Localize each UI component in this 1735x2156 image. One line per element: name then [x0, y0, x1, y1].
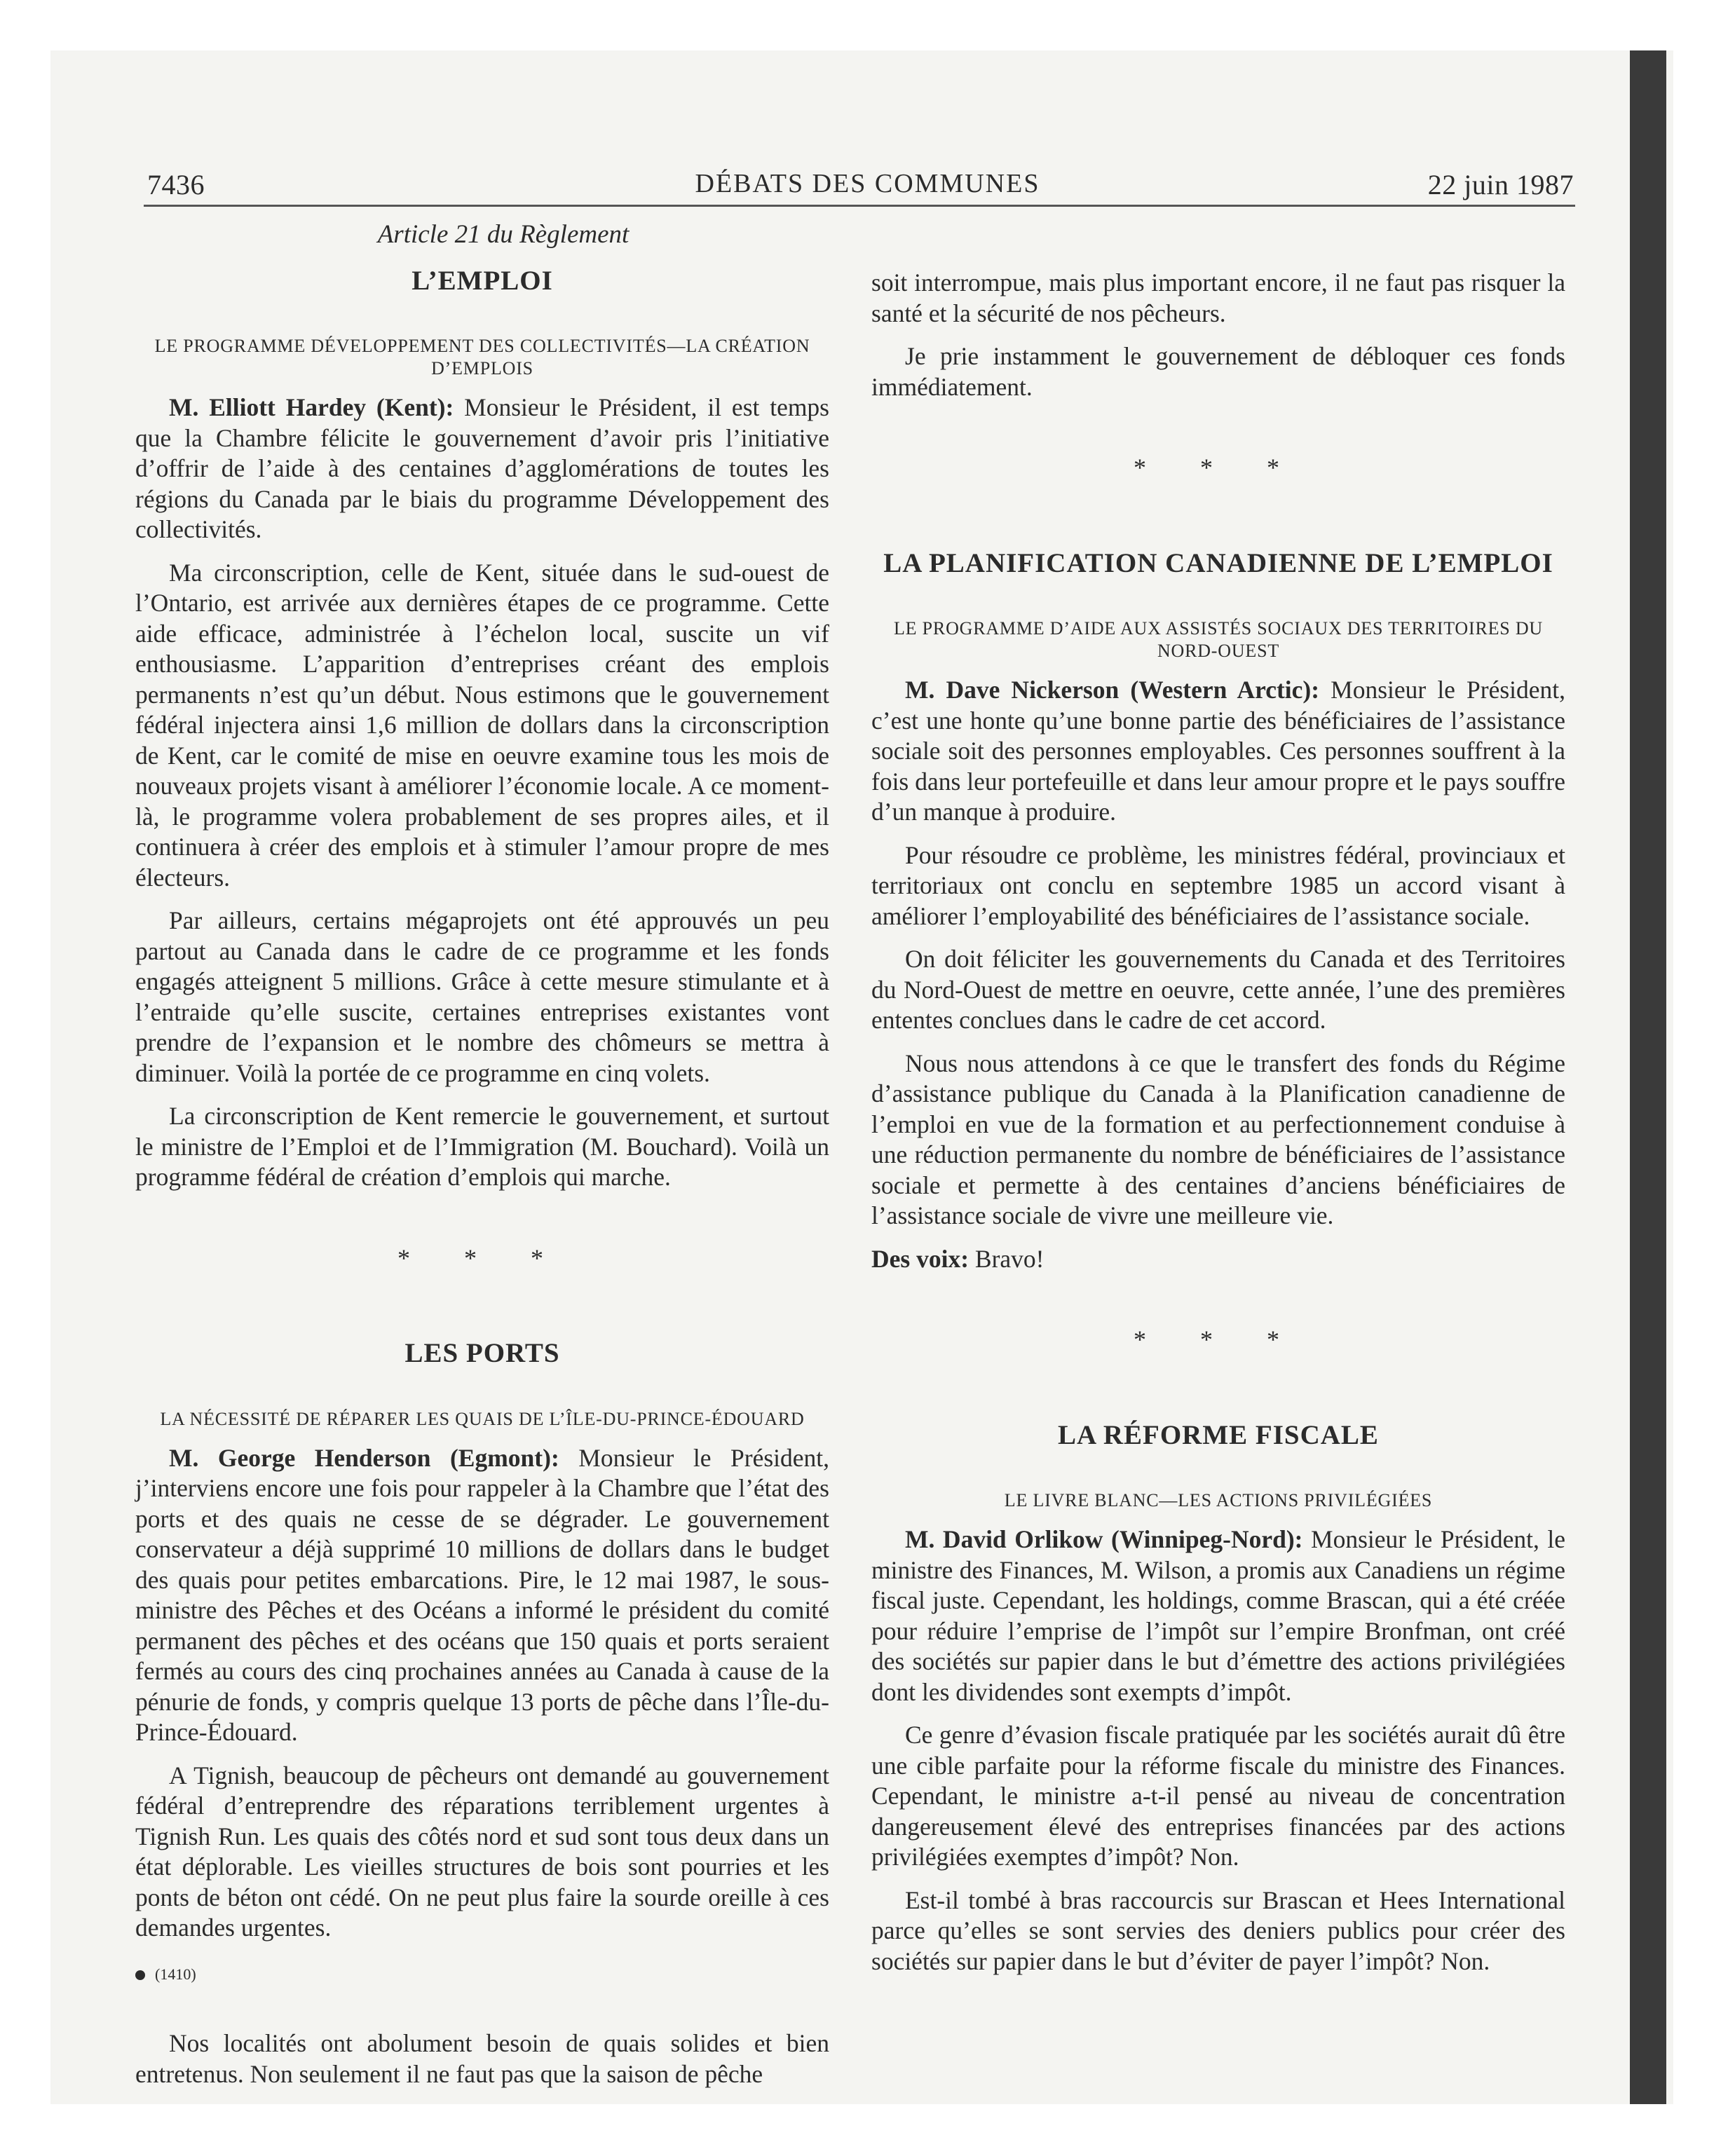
- paragraph: M. Dave Nickerson (Western Arctic): Monsieur le Président, c’est une honte qu’une bonne partie des bénéficiaires de l’assistance sociale soit des personnes employables. Ces personnes souffrent à la fois dans leur portefeuille et dans leur amour propre et le pays souffre d’un manque à produire.: [871, 676, 1566, 826]
- paragraph: Je prie instamment le gouvernement de débloquer ces fonds immédiatement.: [871, 342, 1565, 401]
- time-marker: (1410): [135, 1959, 829, 1990]
- paragraph: La circonscription de Kent remercie le gouvernement, et surtout le ministre de l’Emploi et de l’Immigration (M. Bouchard). Voilà un programme fédéral de création d’emplois qui marche.: [135, 1102, 829, 1191]
- speaker-name: Des voix:: [871, 1244, 969, 1273]
- section-subtitle: LE PROGRAMME DÉVELOPPEMENT DES COLLECTIVITÉS—LA CRÉATION D’EMPLOIS: [154, 336, 810, 378]
- page-date: 22 juin 1987: [1427, 169, 1574, 200]
- paragraph: On doit féliciter les gouvernements du Canada et des Territoires du Nord-Ouest de mettre en oeuvre, cette année, l’une des premières ententes conclues dans le cadre de cet accord.: [871, 945, 1565, 1034]
- left-column: [135, 214, 829, 2102]
- paragraph: Ce genre d’évasion fiscale pratiquée par les sociétés aurait dû être une cible parfaite pour la réforme fiscale du ministre des Finances. Cependant, le ministre a-t-il pensé au niveau de concentration dangereusement élevé des entreprises financées par des actions privilégiées exemptes d’impôt? Non.: [871, 1721, 1565, 1871]
- paragraph: Nous nous attendons à ce que le transfert des fonds du Régime d’assistance publique du Canada à la Planification canadienne de l’emploi en vue de la formation et au perfectionnement conduise à une réduction permanente du nombre de bénéficiaires de l’assistance sociale et permette à des centaines d’anciens bénéficiaires de l’assistance sociale de vivre une meilleure vie.: [871, 1049, 1565, 1229]
- section-subtitle: LE LIVRE BLANC—LES ACTIONS PRIVILÉGIÉES: [1004, 1490, 1433, 1510]
- section-title-emploi: L’EMPLOI: [411, 265, 553, 296]
- section-title-reforme: LA RÉFORME FISCALE: [1058, 1419, 1379, 1450]
- scan-edge-bar: [1630, 50, 1666, 2104]
- section-title-ports: LES PORTS: [404, 1338, 560, 1368]
- paragraph: M. David Orlikow (Winnipeg-Nord): Monsieur le Président, le ministre des Finances, M. Wilson, a promis aux Canadiens un régime fiscal juste. Cependant, les holdings, comme Brascan, qui a été créée pour réduire l’emprise de l’impôt sur l’empire Bronfman, ont créé des sociétés sur papier dans le but d’émettre des actions privilégiées dont les dividendes sont exempts d’impôt.: [871, 1525, 1565, 1706]
- paragraph: A Tignish, beaucoup de pêcheurs ont demandé au gouvernement fédéral d’entreprendre des réparations terriblement urgentes à Tignish Run. Les quais des côtés nord et sud sont tous deux dans un état déplorable. Les vieilles structures de bois sont pourries et les ponts de béton ont cédé. On ne peut plus faire la sourde oreille à ces demandes urgentes.: [135, 1761, 829, 1942]
- paragraph: Des voix: Bravo!: [871, 1244, 1045, 1273]
- section-separator: * * *: [1134, 1325, 1303, 1353]
- speaker-name: M. Elliott Hardey (Kent):: [169, 393, 454, 421]
- rule-heading: Article 21 du Règlement: [377, 220, 630, 249]
- right-column: [871, 268, 1565, 1989]
- paragraph: Pour résoudre ce problème, les ministres fédéral, provinciaux et territoriaux ont conclu en septembre 1985 un accord visant à améliorer l’employabilité des bénéficiaires de l’assistance sociale.: [871, 840, 1565, 930]
- bullet-icon: [135, 1970, 145, 1980]
- speaker-name: M. David Orlikow (Winnipeg-Nord):: [905, 1525, 1303, 1553]
- paragraph: Est-il tombé à bras raccourcis sur Brascan et Hees International parce qu’elles se sont servies des deniers publics pour créer des sociétés sur papier dans le but d’éviter de payer l’impôt? Non.: [871, 1885, 1565, 1975]
- section-subtitle: LA NÉCESSITÉ DE RÉPARER LES QUAIS DE L’ÎLE-DU-PRINCE-ÉDOUARD: [160, 1408, 805, 1429]
- page-number: 7436: [147, 169, 205, 200]
- header-rule: [144, 205, 1575, 207]
- speaker-name: M. Dave Nickerson (Western Arctic):: [905, 676, 1320, 704]
- section-title-planification: LA PLANIFICATION CANADIENNE DE L’EMPLOI: [883, 547, 1553, 578]
- section-subtitle: LE PROGRAMME D’AIDE AUX ASSISTÉS SOCIAUX DES TERRITOIRES DU NORD-OUEST: [894, 618, 1543, 661]
- paragraph: M. Elliott Hardey (Kent): Monsieur le Président, il est temps que la Chambre félicite le gouvernement d’avoir pris l’initiative d’offrir de l’aide à des centaines d’agglomérations de toutes les régions du Canada par le biais du programme Développement des collectivités.: [135, 393, 830, 543]
- paragraph: M. George Henderson (Egmont): Monsieur le Président, j’interviens encore une fois pour rappeler à la Chambre que l’état des ports et des quais ne cesse de se dégrader. Le gouvernement conservateur a déjà supprimé 10 millions de dollars dans le budget des quais pour petites embarcations. Pire, le 12 mai 1987, le sous-ministre des Pêches et des Océans a informé le président du comité permanent des pêches et des océans que 150 quais et ports seraient fermés au cours des cinq prochaines années au Canada à cause de la pénurie de fonds, y compris quelque 13 ports de pêche dans l’Île-du-Prince-Édouard.: [135, 1443, 829, 1746]
- paragraph: soit interrompue, mais plus important encore, il ne faut pas risquer la santé et la sécurité de nos pêcheurs.: [871, 268, 1565, 327]
- paragraph: Ma circonscription, celle de Kent, située dans le sud-ouest de l’Ontario, est arrivée aux dernières étapes de ce programme. Cette aide efficace, administrée à l’échelon local, suscite un vif enthousiasme. L’apparition d’entreprises créant des emplois permanents n’est qu’un début. Nous estimons que le gouvernement fédéral injectera ainsi 1,6 million de dollars dans la circonscription de Kent, car le comité de mise en oeuvre examine tous les mois de nouveaux projets visant à améliorer l’économie locale. A ce moment-là, le programme volera probablement de ses propres ailes, et il continuera à créer des emplois et à stimuler l’amour propre de mes électeurs.: [135, 558, 829, 892]
- publication-title: DÉBATS DES COMMUNES: [695, 169, 1040, 198]
- speaker-name: M. George Henderson (Egmont):: [169, 1443, 559, 1472]
- section-separator: * * *: [397, 1243, 567, 1272]
- paragraph: Par ailleurs, certains mégaprojets ont été approuvés un peu partout au Canada dans le cadre de ce programme et les fonds engagés atteignent 5 millions. Grâce à cette mesure stimulante et à l’entraide qu’elle suscite, certaines entreprises existantes vont prendre de l’expansion et le nombre des chômeurs se mettra à diminuer. Voilà la portée de ce programme en cinq volets.: [135, 906, 829, 1087]
- section-separator: * * *: [1134, 453, 1303, 482]
- paragraph: Nos localités ont abolument besoin de quais solides et bien entretenus. Non seulement il ne faut pas que la saison de pêche: [135, 2029, 829, 2088]
